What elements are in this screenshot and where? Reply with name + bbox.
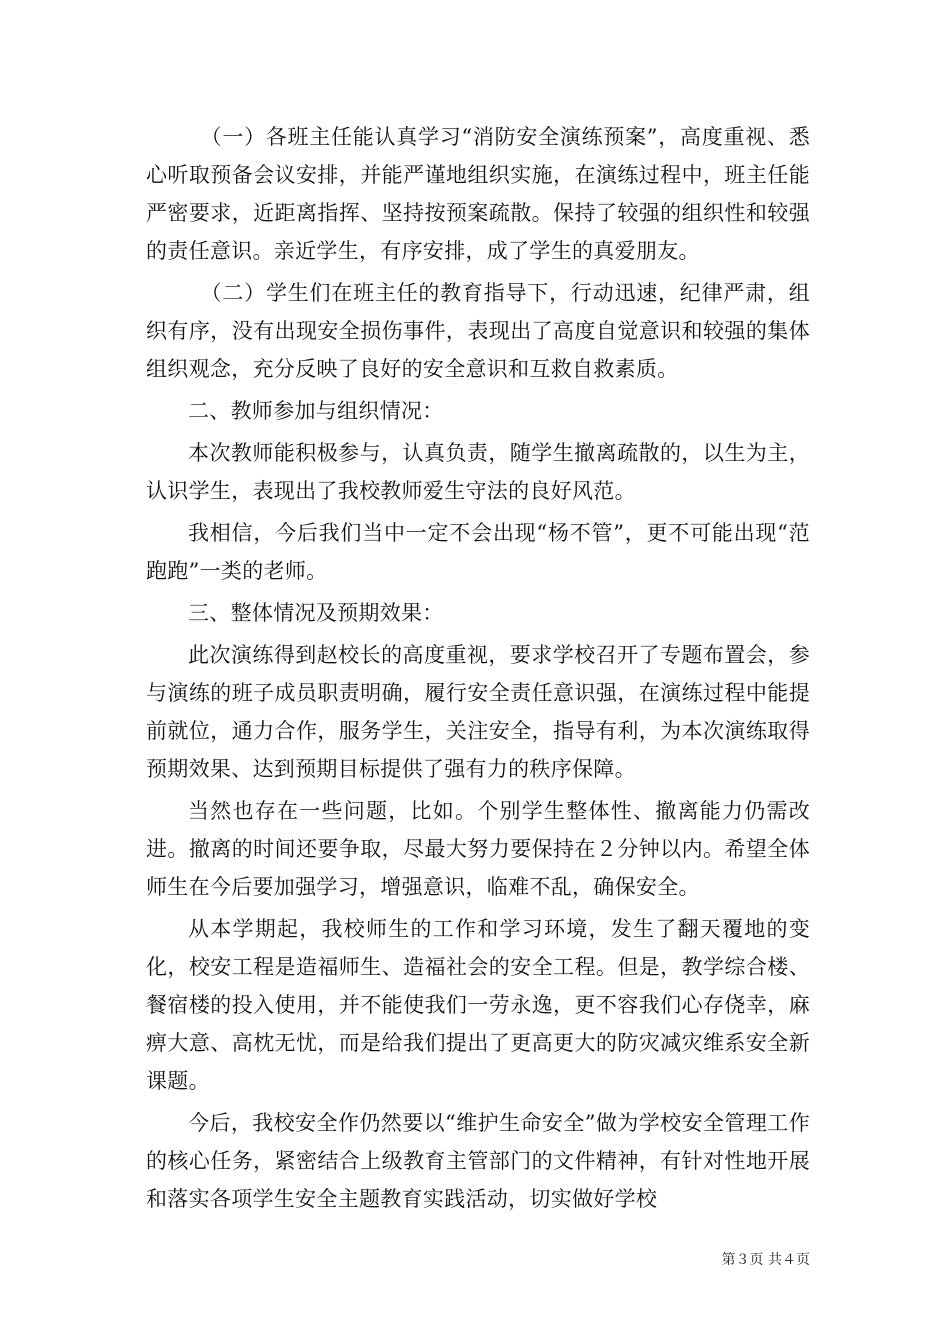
- paragraph-teacher-participation: 本次教师能积极参与，认真负责，随学生撤离疏散的，以生为主，认识学生，表现出了我校教师爱生守法的良好风范。: [146, 441, 810, 503]
- paragraph-environment-change: 从本学期起，我校师生的工作和学习环境，发生了翻天覆地的变化，校安工程是造福师生、造福社会的安全工程。但是，教学综合楼、餐宿楼的投入使用，并不能使我们一劳永逸，更不容我们心存侥幸，麻痹大意、高枕无忧，而是给我们提出了更高更大的防灾减灾维系安全新课题。: [146, 917, 810, 1093]
- section-heading-teacher-participation: 二、教师参加与组织情况：: [188, 399, 444, 423]
- paragraph-student-performance: （二）学生们在班主任的教育指导下，行动迅速，纪律严肃，组织有序，没有出现安全损伤事件，表现出了高度自觉意识和较强的集体组织观念，充分反映了良好的安全意识和互救自救素质。: [146, 281, 810, 381]
- paragraph-future-work: 今后，我校安全作仍然要以“维护生命安全”做为学校安全管理工作的核心任务，紧密结合上级教育主管部门的文件精神，有针对性地开展和落实各项学生安全主题教育实践活动，切实做好学校: [146, 1111, 810, 1211]
- paragraph-problems: 当然也存在一些问题，比如。个别学生整体性、撤离能力仍需改进。撤离的时间还要争取，尽最大努力要保持在２分钟以内。希望全体师生在今后要加强学习，增强意识，临难不乱，确保安全。: [146, 799, 810, 899]
- page-number: 第３页 共４页: [721, 1252, 810, 1268]
- paragraph-teacher-performance: （一）各班主任能认真学习“消防安全演练预案”，高度重视、悉心听取预备会议安排，并能严谨地组织实施，在演练过程中，班主任能严密要求，近距离指挥、坚持按预案疏散。保持了较强的组织性和较强的责任意识。亲近学生，有序安排，成了学生的真爱朋友。: [146, 125, 810, 263]
- section-heading-overall-effect: 三、整体情况及预期效果：: [188, 601, 444, 625]
- paragraph-belief: 我相信，今后我们当中一定不会出现“杨不管”，更不可能出现“范跑跑”一类的老师。: [146, 521, 810, 583]
- paragraph-overall-effect: 此次演练得到赵校长的高度重视，要求学校召开了专题布置会，参与演练的班子成员职责明确，履行安全责任意识强，在演练过程中能提前就位，通力合作，服务学生，关注安全，指导有利，为本次演练取得预期效果、达到预期目标提供了强有力的秩序保障。: [146, 643, 810, 781]
- document-body: [146, 118, 810, 1222]
